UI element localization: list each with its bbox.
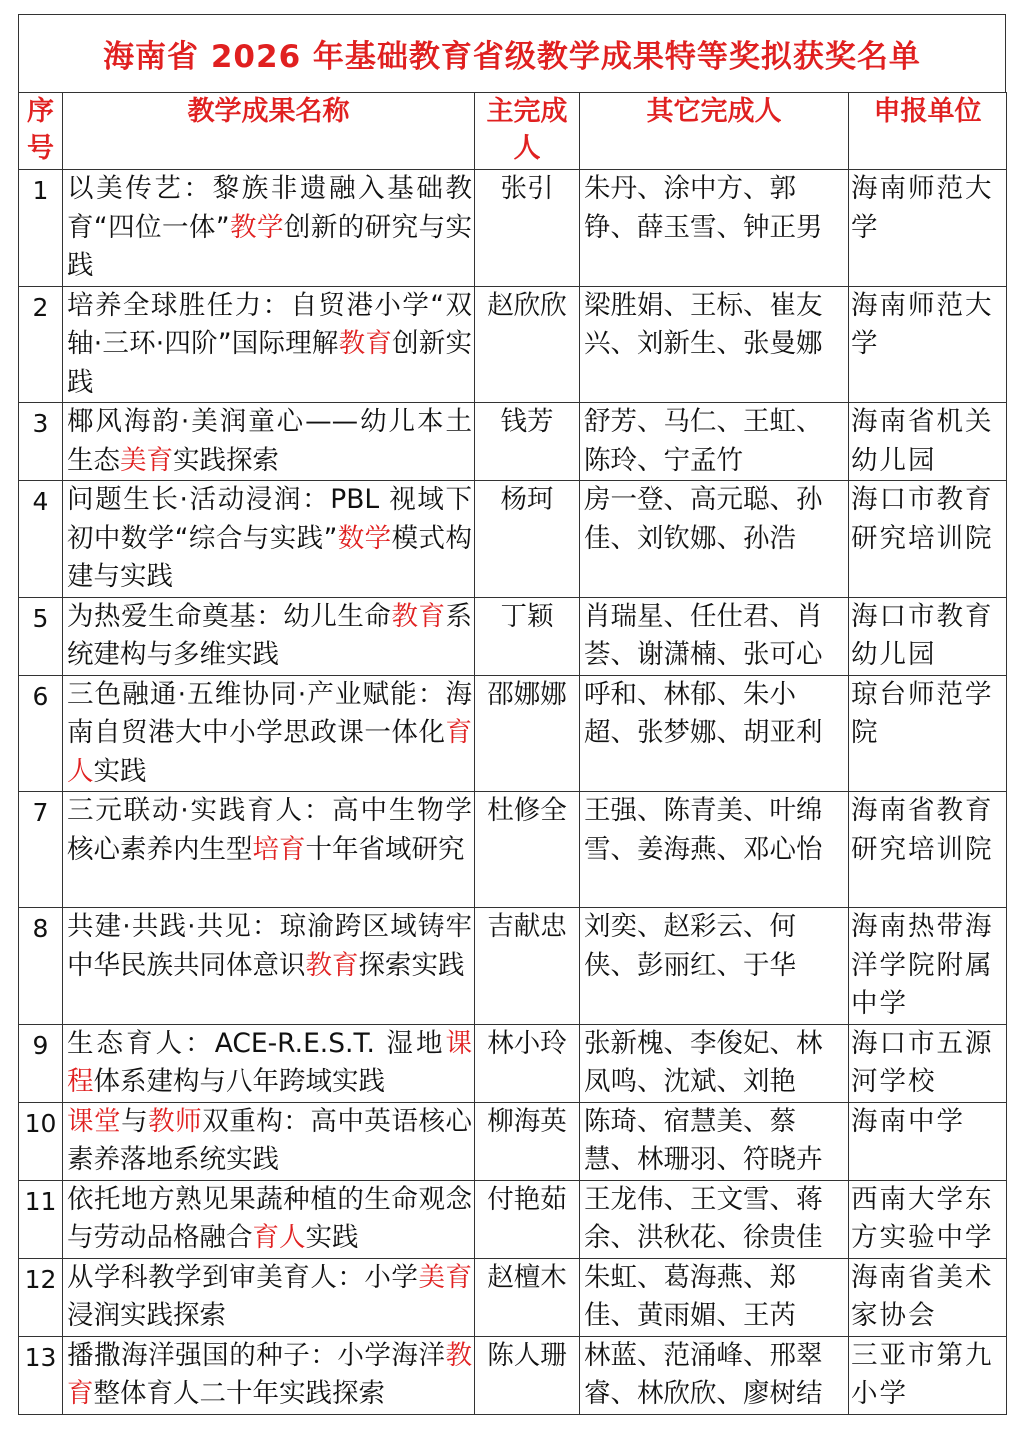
row-number: 12 bbox=[19, 1258, 63, 1336]
table-row bbox=[19, 792, 1007, 908]
lead-person: 邵娜娜 bbox=[475, 675, 580, 792]
name-highlight: 课程 bbox=[67, 1027, 472, 1097]
name-text: 模式构建与实践 bbox=[67, 522, 472, 592]
achievement-name bbox=[63, 286, 475, 403]
submitting-unit: 海南师范大学 bbox=[849, 170, 1007, 287]
other-persons: 张新槐、李俊妃、林凤鸣、沈斌、刘艳 bbox=[580, 1024, 849, 1102]
row-number: 6 bbox=[19, 675, 63, 792]
name-highlight: 培育 bbox=[252, 833, 306, 865]
header-unit: 申报单位 bbox=[849, 93, 1007, 170]
lead-person: 赵欣欣 bbox=[475, 286, 580, 403]
submitting-unit: 海南省机关幼儿园 bbox=[849, 403, 1007, 481]
name-text: 生态育人：ACE-R.E.S.T. 湿地 bbox=[67, 1027, 446, 1059]
name-highlight: 教育 bbox=[67, 1339, 472, 1409]
lead-person: 张引 bbox=[475, 170, 580, 287]
name-highlight: 美育 bbox=[418, 1261, 473, 1293]
name-text: 创新实践 bbox=[67, 328, 473, 398]
row-number: 4 bbox=[19, 481, 63, 598]
achievement-name bbox=[63, 481, 475, 598]
name-text: 十年省域研究 bbox=[305, 833, 465, 865]
submitting-unit: 海南省美术家协会 bbox=[849, 1258, 1007, 1336]
other-persons: 王强、陈青美、叶绵雪、姜海燕、邓心怡 bbox=[580, 792, 849, 908]
name-text: 系统建构与多维实践 bbox=[67, 600, 473, 670]
submitting-unit: 三亚市第九小学 bbox=[849, 1336, 1007, 1414]
header-others: 其它完成人 bbox=[580, 93, 849, 170]
row-number: 2 bbox=[19, 286, 63, 403]
achievement-name bbox=[63, 908, 475, 1025]
row-number: 11 bbox=[19, 1180, 63, 1258]
other-persons: 梁胜娟、王标、崔友兴、刘新生、张曼娜 bbox=[580, 286, 849, 403]
name-text: 探索实践 bbox=[358, 949, 465, 981]
name-text: 浸润实践探索 bbox=[67, 1300, 226, 1331]
table-row bbox=[19, 908, 1007, 1025]
name-text: 共建·共践·共见：琼渝跨区域铸牢中华民族共同体意识 bbox=[67, 911, 472, 981]
name-text: 体系建构与八年跨域实践 bbox=[93, 1066, 385, 1097]
name-highlight: 教学 bbox=[229, 211, 284, 243]
submitting-unit: 琼台师范学院 bbox=[849, 675, 1007, 792]
lead-person: 付艳茹 bbox=[475, 1180, 580, 1258]
submitting-unit: 海南省教育研究培训院 bbox=[849, 792, 1007, 908]
name-text: 创新的研究与实践 bbox=[67, 211, 473, 281]
name-highlight: 美育 bbox=[120, 444, 173, 476]
name-highlight: 数学 bbox=[337, 522, 392, 554]
lead-person: 钱芳 bbox=[475, 403, 580, 481]
row-number: 10 bbox=[19, 1102, 63, 1180]
lead-person: 陈人珊 bbox=[475, 1336, 580, 1414]
row-number: 3 bbox=[19, 403, 63, 481]
lead-person: 丁颖 bbox=[475, 597, 580, 675]
row-number: 13 bbox=[19, 1336, 63, 1414]
submitting-unit: 海口市教育幼儿园 bbox=[849, 597, 1007, 675]
name-text: 问题生长·活动浸润：PBL 视域下初中数学“综合与实践” bbox=[67, 484, 472, 554]
name-text: 播撒海洋强国的种子：小学海洋 bbox=[67, 1339, 446, 1371]
other-persons: 舒芳、马仁、王虹、陈玲、宁孟竹 bbox=[580, 403, 849, 481]
name-highlight: 教师 bbox=[148, 1105, 203, 1137]
row-number: 9 bbox=[19, 1024, 63, 1102]
document-title: 海南省 2026 年基础教育省级教学成果特等奖拟获奖名单 bbox=[18, 14, 1006, 92]
table-row bbox=[19, 1258, 1007, 1336]
name-text: 与 bbox=[121, 1105, 149, 1137]
name-text: 为热爱生命奠基：幼儿生命 bbox=[67, 600, 392, 632]
achievement-name bbox=[63, 1336, 475, 1414]
achievement-name bbox=[63, 792, 475, 908]
other-persons: 朱丹、涂中方、郭铮、薛玉雪、钟正男 bbox=[580, 170, 849, 287]
achievement-name bbox=[63, 1180, 475, 1258]
award-list-document bbox=[18, 14, 1006, 1416]
award-table bbox=[18, 92, 1007, 1415]
name-text: 实践探索 bbox=[173, 444, 279, 476]
row-number: 8 bbox=[19, 908, 63, 1025]
table-row bbox=[19, 286, 1007, 403]
header-no: 序号 bbox=[19, 93, 63, 170]
name-highlight: 育人 bbox=[252, 1222, 306, 1253]
name-text: 从学科教学到审美育人：小学 bbox=[67, 1261, 419, 1293]
other-persons: 呼和、林郁、朱小超、张梦娜、胡亚利 bbox=[580, 675, 849, 792]
lead-person: 吉献忠 bbox=[475, 908, 580, 1025]
lead-person: 杜修全 bbox=[475, 792, 580, 908]
name-text: 整体育人二十年实践探索 bbox=[93, 1378, 385, 1409]
name-text: 以美传艺：黎族非遗融入基础教育“四位一体” bbox=[67, 173, 472, 243]
submitting-unit: 海南中学 bbox=[849, 1102, 1007, 1180]
table-row bbox=[19, 481, 1007, 598]
name-highlight: 教育 bbox=[338, 328, 393, 359]
table-row bbox=[19, 597, 1007, 675]
header-row bbox=[19, 93, 1007, 170]
other-persons: 朱虹、葛海燕、郑佳、黄雨媚、王芮 bbox=[580, 1258, 849, 1336]
name-text: 三元联动·实践育人：高中生物学核心素养内生型 bbox=[67, 795, 472, 865]
submitting-unit: 西南大学东方实验中学 bbox=[849, 1180, 1007, 1258]
other-persons: 王龙伟、王文雪、蒋余、洪秋花、徐贵佳 bbox=[580, 1180, 849, 1258]
other-persons: 刘奕、赵彩云、何侠、彭丽红、于华 bbox=[580, 908, 849, 1025]
name-text: 实践 bbox=[305, 1222, 359, 1253]
header-lead: 主完成人 bbox=[475, 93, 580, 170]
submitting-unit: 海口市五源河学校 bbox=[849, 1024, 1007, 1102]
achievement-name bbox=[63, 597, 475, 675]
header-name: 教学成果名称 bbox=[63, 93, 475, 170]
name-highlight: 教育 bbox=[391, 600, 446, 632]
table-row bbox=[19, 1336, 1007, 1414]
table-row bbox=[19, 1180, 1007, 1258]
name-highlight: 教育 bbox=[305, 949, 359, 981]
achievement-name bbox=[63, 1024, 475, 1102]
lead-person: 杨珂 bbox=[475, 481, 580, 598]
lead-person: 林小玲 bbox=[475, 1024, 580, 1102]
name-text: 培养全球胜任力：自贸港小学“双轴·三环·四阶”国际理解 bbox=[67, 289, 472, 359]
other-persons: 肖瑞星、任仕君、肖荟、谢潇楠、张可心 bbox=[580, 597, 849, 675]
name-text: 依托地方熟见果蔬种植的生命观念与劳动品格融合 bbox=[67, 1183, 472, 1253]
name-text: 双重构：高中英语核心素养落地系统实践 bbox=[67, 1105, 473, 1175]
other-persons: 房一登、高元聪、孙佳、刘钦娜、孙浩 bbox=[580, 481, 849, 598]
submitting-unit: 海南师范大学 bbox=[849, 286, 1007, 403]
table-row bbox=[19, 1024, 1007, 1102]
other-persons: 陈琦、宿慧美、蔡慧、林珊羽、符晓卉 bbox=[580, 1102, 849, 1180]
achievement-name bbox=[63, 1102, 475, 1180]
name-text: 三色融通·五维协同·产业赋能：海南自贸港大中小学思政课一体化 bbox=[67, 678, 472, 748]
lead-person: 赵檀木 bbox=[475, 1258, 580, 1336]
table-row bbox=[19, 403, 1007, 481]
achievement-name bbox=[63, 675, 475, 792]
name-highlight: 课堂 bbox=[67, 1105, 122, 1137]
name-text: 实践 bbox=[93, 755, 147, 787]
table-row bbox=[19, 1102, 1007, 1180]
table-row bbox=[19, 675, 1007, 792]
submitting-unit: 海南热带海洋学院附属中学 bbox=[849, 908, 1007, 1025]
name-highlight: 育人 bbox=[67, 717, 472, 787]
lead-person: 柳海英 bbox=[475, 1102, 580, 1180]
other-persons: 林蓝、范涌峰、邢翠睿、林欣欣、廖树结 bbox=[580, 1336, 849, 1414]
row-number: 5 bbox=[19, 597, 63, 675]
submitting-unit: 海口市教育研究培训院 bbox=[849, 481, 1007, 598]
achievement-name bbox=[63, 403, 475, 481]
achievement-name bbox=[63, 170, 475, 287]
achievement-name bbox=[63, 1258, 475, 1336]
name-text: 椰风海韵·美润童心——幼儿本土生态 bbox=[67, 406, 472, 476]
table-row bbox=[19, 170, 1007, 287]
row-number: 1 bbox=[19, 170, 63, 287]
row-number: 7 bbox=[19, 792, 63, 908]
